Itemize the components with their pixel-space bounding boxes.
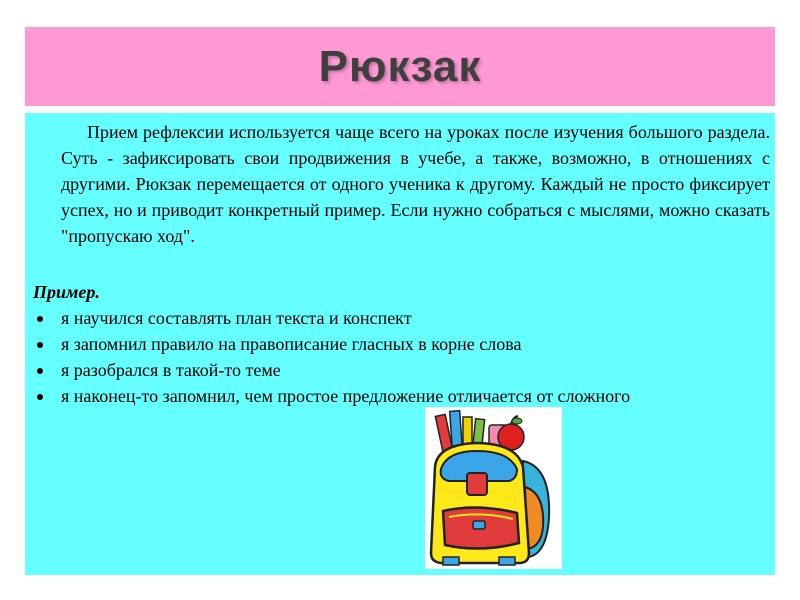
list-item [33, 305, 773, 331]
title-bar [25, 27, 775, 106]
list-item-text: я наконец-то запомнил, чем простое предложение отличается от сложного [61, 386, 631, 406]
description-paragraph: Прием рефлексии используется чаще всего на уроках после изучения большого раздела. Суть - зафиксировать свои продвижения в учебе, а также, возможно, в отношениях с другими. Рюкзак перемещается от одного ученика к другому. Каждый не просто фиксирует успех, но и приводит конкретный пример. Если нужно собраться с мыслями, можно сказать "пропускаю ход". [61, 122, 770, 246]
bullet-icon [37, 316, 43, 322]
list-item [33, 357, 773, 383]
list-item-text: я разобрался в такой-то теме [61, 360, 281, 380]
backpack-icon [425, 407, 562, 569]
example-list [33, 305, 773, 409]
bullet-icon [37, 368, 43, 374]
list-item [33, 331, 773, 357]
bullet-icon [37, 394, 43, 400]
list-item-text: я запомнил правило на правописание гласных в корне слова [61, 334, 522, 354]
bullet-icon [37, 342, 43, 348]
page-title: Рюкзак [318, 41, 482, 91]
list-item [33, 383, 773, 409]
backpack-image [425, 407, 562, 569]
content-panel [25, 113, 775, 575]
list-item-text: я научился составлять план текста и конспект [61, 308, 412, 328]
example-label: Пример. [33, 282, 100, 302]
